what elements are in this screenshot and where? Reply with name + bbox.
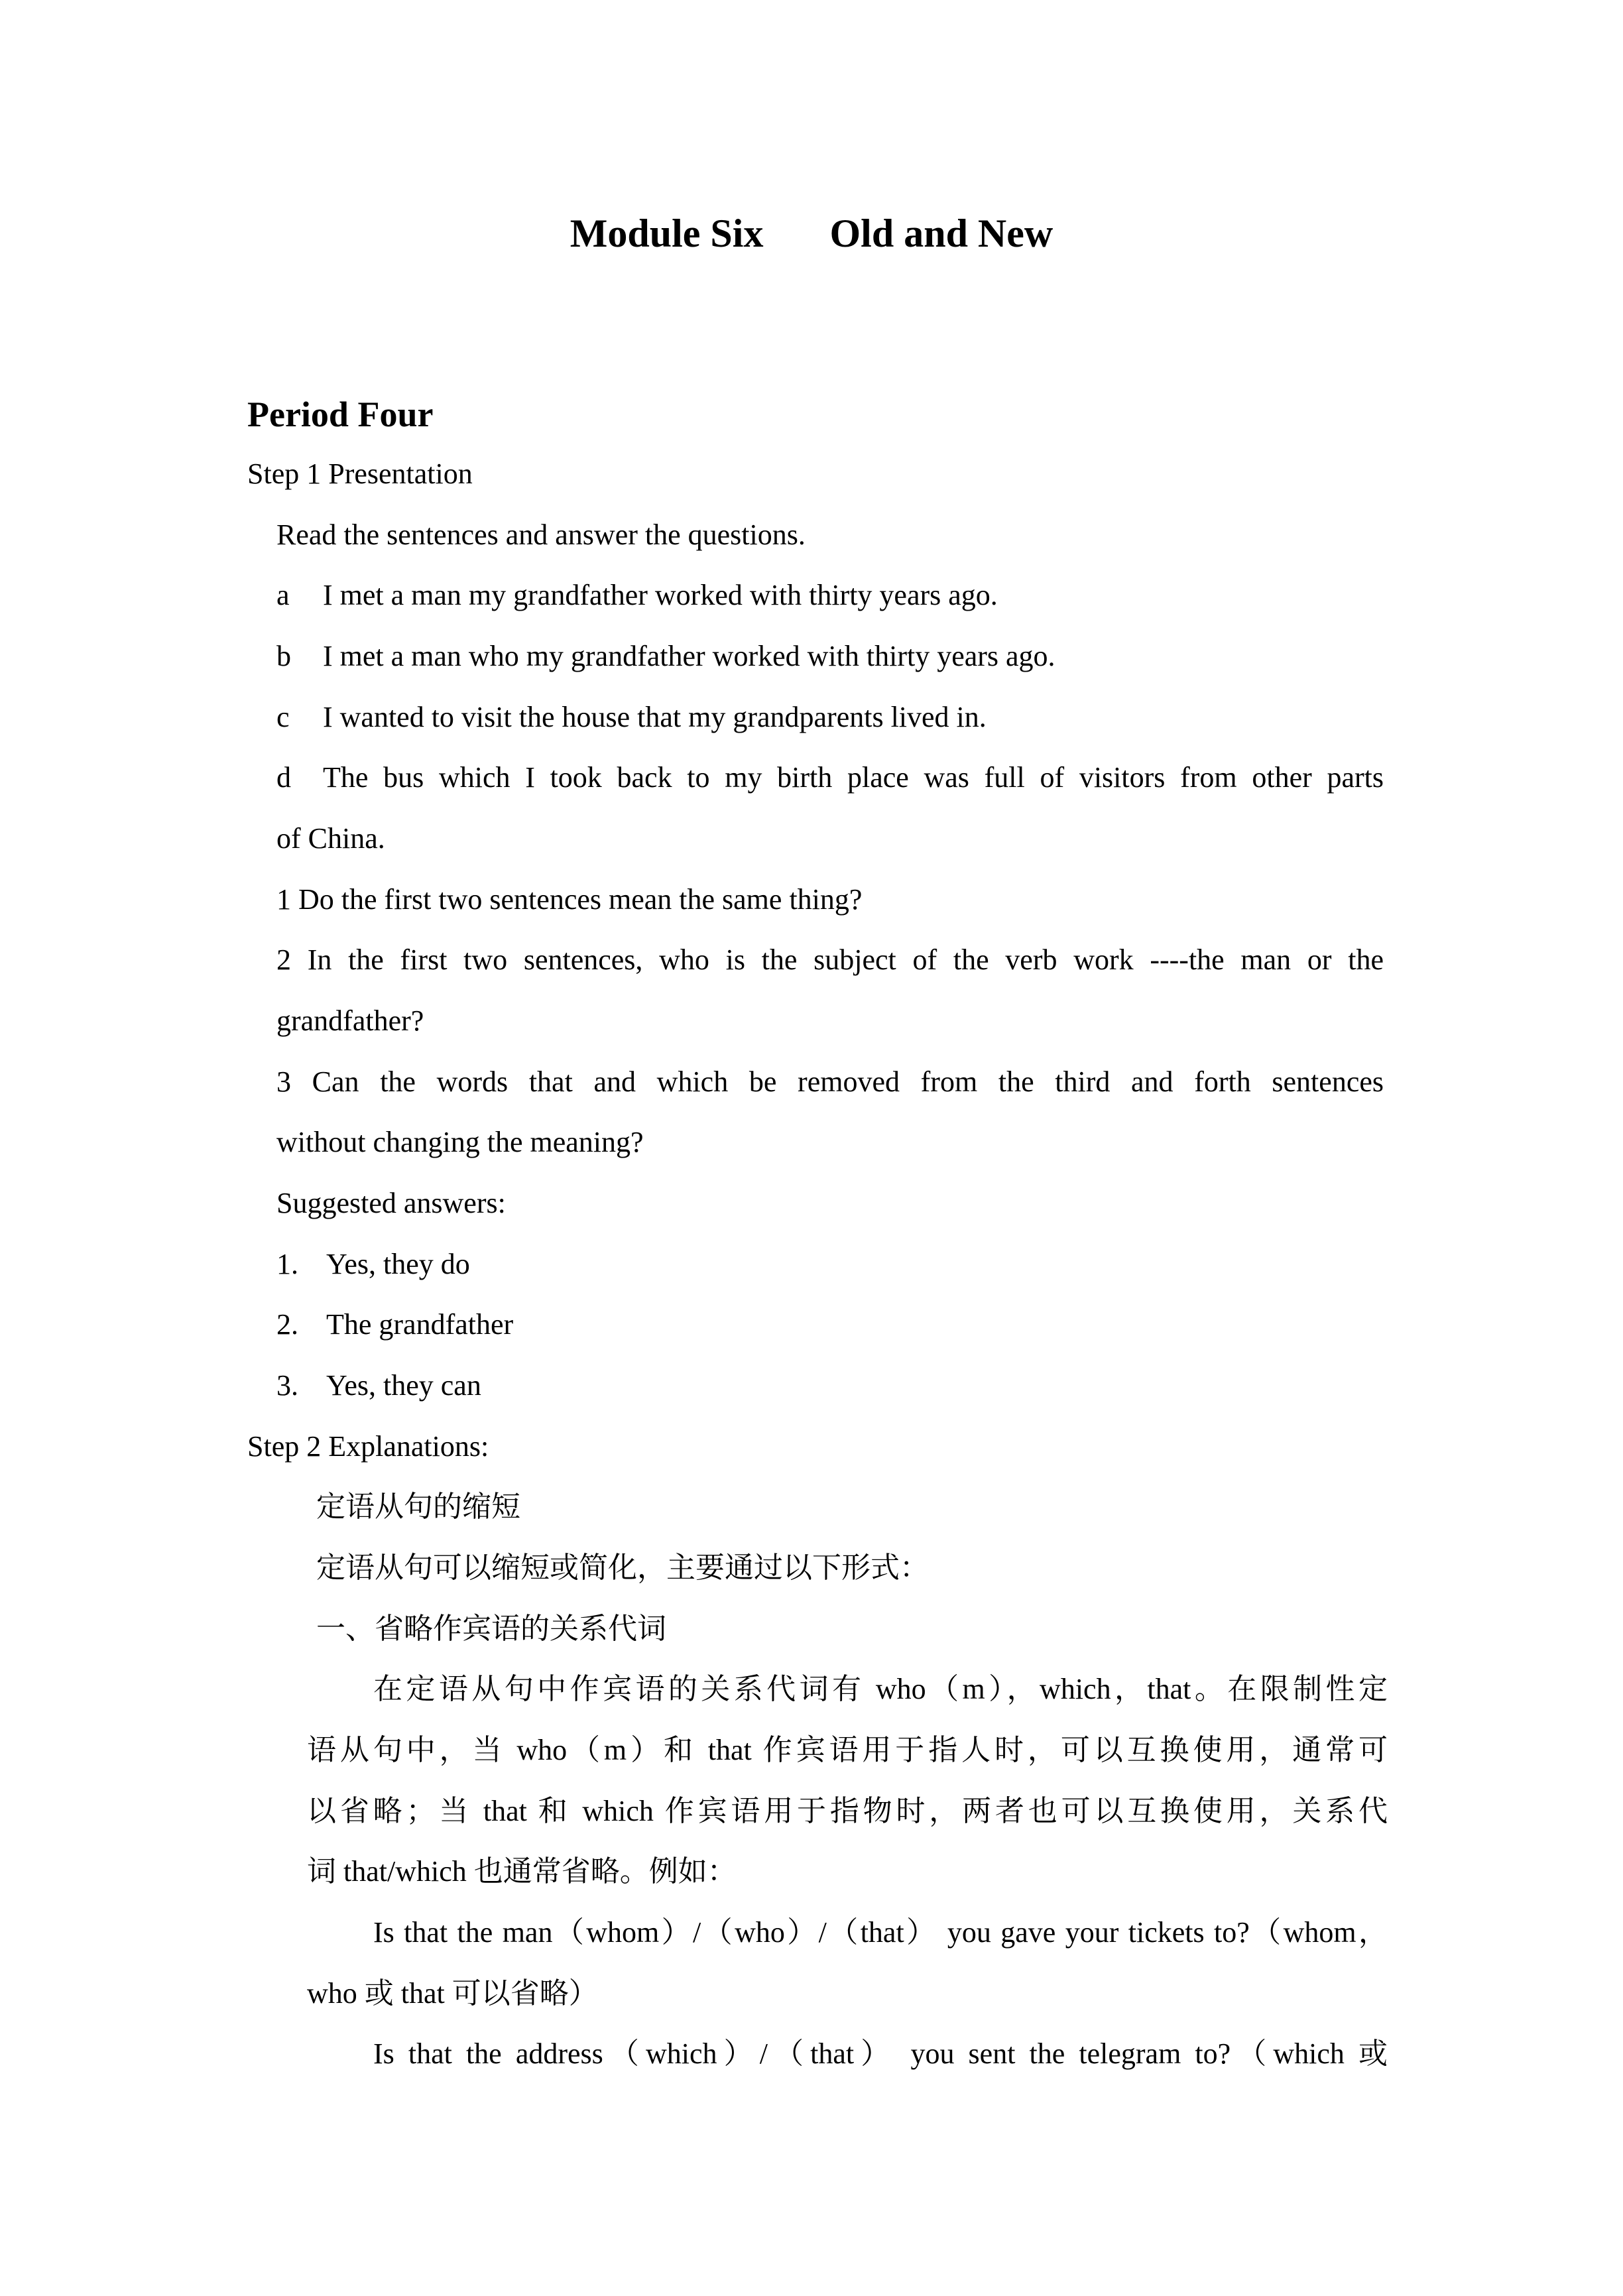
answer-number: 3. [276, 1369, 298, 1402]
explanation-paragraph-line: 词 that/which 也通常省略。例如： [307, 1855, 737, 1888]
answer-3 [276, 1366, 481, 1406]
title-topic: Old and New [829, 211, 1053, 255]
example-2: Is that the address（which）/（that） you sent the telegram to?（which 或 [373, 2037, 1388, 2070]
answers-label: Suggested answers: [276, 1187, 506, 1219]
answer-2 [276, 1305, 513, 1345]
example-1: Is that the man（whom）/（who）/（that） you gave your tickets to?（whom， [373, 1916, 1388, 1949]
answer-text: The grandfather [326, 1308, 514, 1341]
sentence-text: I met a man who my grandfather worked with thirty years ago. [323, 640, 1055, 672]
sentence-c [276, 697, 987, 737]
example-1-continuation: who 或 that 可以省略） [307, 1977, 598, 2010]
sentence-d-continuation: of China. [276, 822, 385, 855]
step1-instruction: Read the sentences and answer the questions. [276, 518, 806, 551]
explanation-paragraph-line: 在定语从句中作宾语的关系代词有 who（m），which，that。在限制性定 [373, 1673, 1388, 1705]
explanation-point-1: 一、省略作宾语的关系代词 [316, 1612, 666, 1645]
document-title [0, 207, 1623, 260]
period-heading: Period Four [247, 394, 434, 434]
sentence-text: I met a man my grandfather worked with thirty years ago. [323, 579, 998, 611]
answer-text: Yes, they do [326, 1248, 470, 1280]
question-2-continuation: grandfather? [276, 1004, 424, 1037]
answer-number: 1. [276, 1248, 298, 1280]
sentence-tag: a [276, 579, 290, 611]
answer-number: 2. [276, 1308, 298, 1341]
answer-1 [276, 1244, 470, 1284]
title-module: Module Six [570, 211, 764, 255]
sentence-text: The bus which I took back to my birth place was full of visitors from other parts [323, 761, 1384, 794]
sentence-a [276, 575, 998, 615]
sentence-text: I wanted to visit the house that my grandparents lived in. [323, 701, 987, 733]
question-1: 1 Do the first two sentences mean the same thing? [276, 883, 863, 916]
sentence-tag: b [276, 640, 291, 672]
explanation-paragraph-line: 以省略；当 that 和 which 作宾语用于指物时，两者也可以互换使用，关系代 [307, 1795, 1388, 1827]
step2-heading: Step 2 Explanations: [247, 1430, 489, 1463]
explanation-paragraph-line: 语从句中，当 who（m）和 that 作宾语用于指人时，可以互换使用，通常可 [307, 1734, 1388, 1766]
question-3: 3 Can the words that and which be removed from the third and forth sentences [276, 1065, 1384, 1098]
question-2: 2 In the first two sentences, who is the subject of the verb work ----the man or the [276, 943, 1384, 976]
sentence-tag: c [276, 701, 290, 733]
sentence-d [276, 758, 1384, 798]
answer-text: Yes, they can [326, 1369, 481, 1402]
question-3-continuation: without changing the meaning? [276, 1126, 644, 1158]
sentence-tag: d [276, 761, 291, 794]
explanation-intro: 定语从句可以缩短或简化，主要通过以下形式： [316, 1551, 929, 1584]
explanation-title: 定语从句的缩短 [316, 1490, 520, 1523]
sentence-b [276, 636, 1055, 676]
step1-heading: Step 1 Presentation [247, 457, 473, 490]
